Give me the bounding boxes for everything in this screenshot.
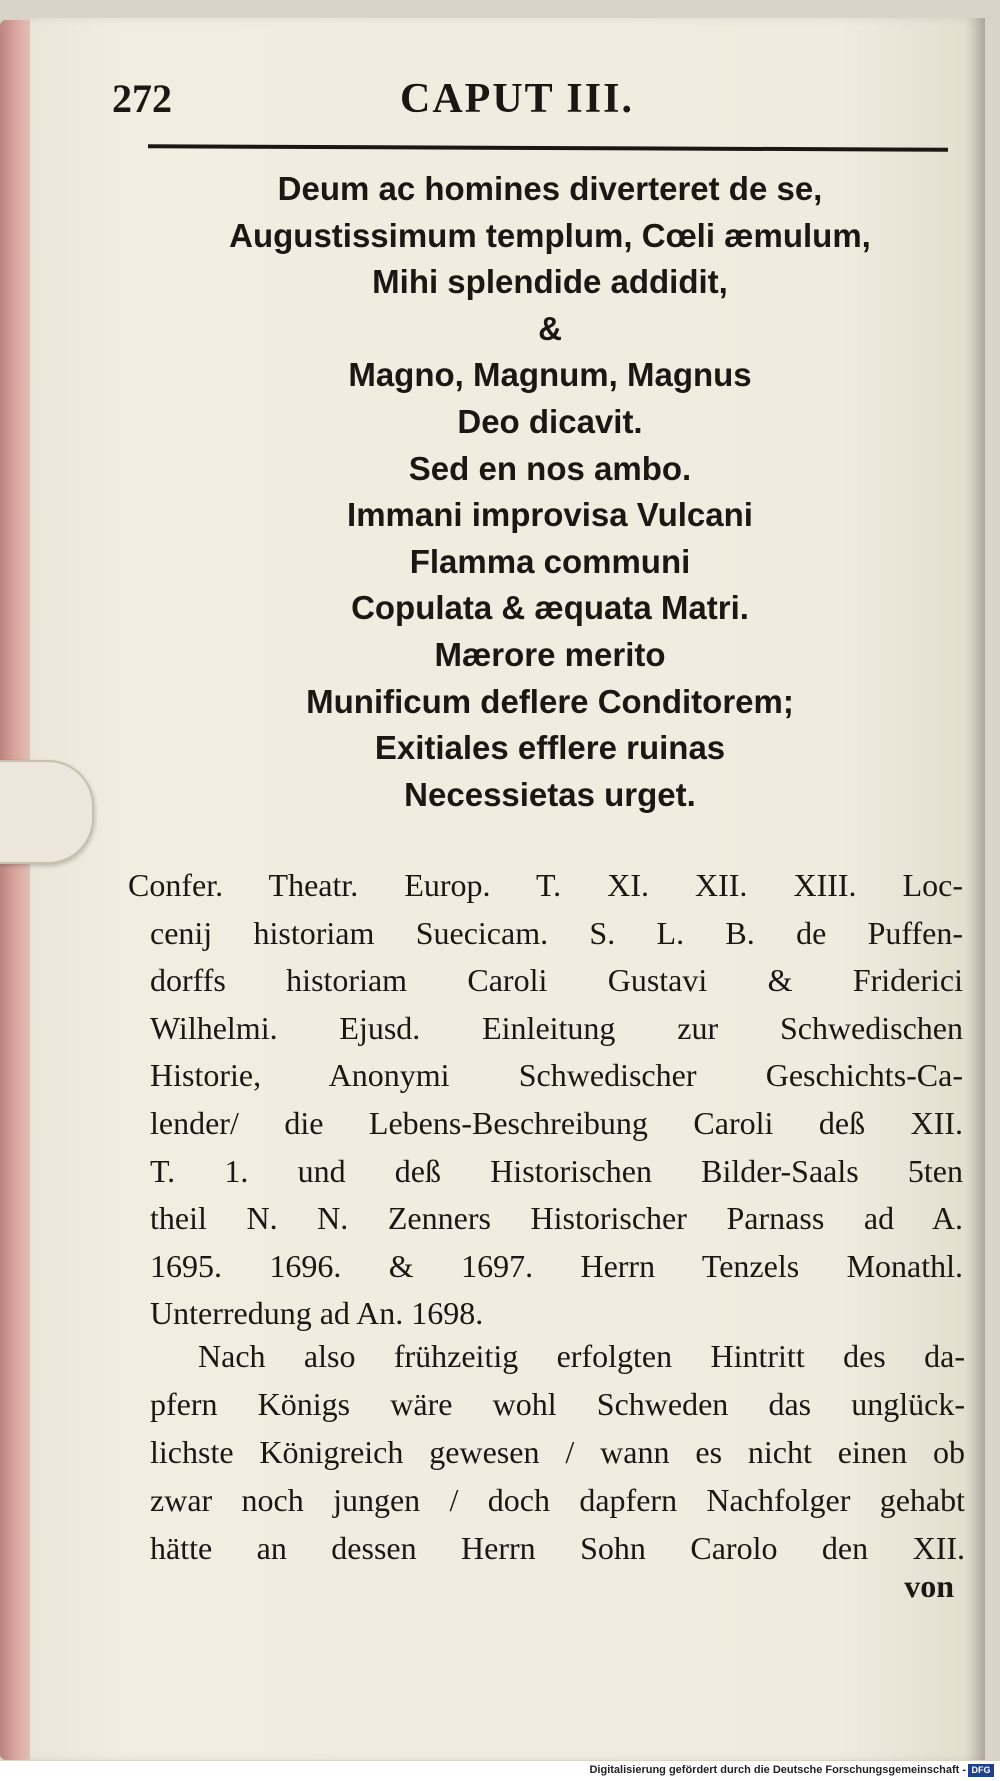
- catchword: von: [904, 1568, 954, 1604]
- binding-shadow: [965, 18, 985, 1760]
- inscription-line: Sed en nos ambo.: [408, 449, 692, 487]
- inscription-line: Necessietas urget.: [404, 775, 696, 813]
- dfg-logo: DFG: [968, 1764, 994, 1777]
- inscription-line: Immani improvisa Vulcani: [347, 496, 753, 534]
- sources-line: Confer. Theatr. Europ. T. XI. XII. XIII. Loc-: [128, 867, 963, 903]
- body-line: Nach also frühzeitig erfolgten Hintritt des da-: [198, 1338, 965, 1374]
- sources-line: Unterredung ad An. 1698.: [150, 1295, 484, 1332]
- sources-line: theil N. N. Zenners Historischer Parnass ad A.: [150, 1200, 963, 1237]
- inscription-line: Augustissimum templum, Cœli æmulum,: [229, 216, 871, 254]
- inscription-line: Mærore merito: [434, 635, 666, 673]
- running-title: CAPUT III.: [400, 76, 634, 122]
- sources-note: [128, 862, 963, 1338]
- inscription-block: [150, 166, 950, 818]
- body-line: hätte an dessen Herrn Sohn Carolo den XII.: [150, 1530, 965, 1566]
- inscription-line: Copulata & æquata Matri.: [351, 589, 749, 627]
- sources-line: Wilhelmi. Ejusd. Einleitung zur Schwedischen: [150, 1009, 963, 1046]
- book-fore-edge: [0, 20, 34, 1760]
- inscription-line: Deo dicavit.: [457, 402, 643, 440]
- inscription-line: &: [538, 309, 562, 347]
- inscription-line: Flamma communi: [409, 542, 691, 580]
- bookmark-tab: [0, 760, 94, 864]
- page-number: 272: [112, 76, 172, 121]
- sources-line: lender/ die Lebens-Beschreibung Caroli deß XII.: [150, 1104, 963, 1141]
- sources-line: cenij historiam Suecicam. S. L. B. de Puffen-: [150, 914, 963, 951]
- funding-credit: Digitalisierung gefördert durch die Deutsche Forschungsgemeinschaft -: [589, 1764, 966, 1776]
- inscription-line: Mihi splendide addidit,: [372, 263, 728, 301]
- body-paragraph: [150, 1332, 965, 1572]
- body-line: zwar noch jungen / doch dapfern Nachfolger gehabt: [150, 1482, 965, 1518]
- inscription-line: Munificum deflere Conditorem;: [306, 682, 794, 720]
- body-line: lichste Königreich gewesen / wann es nicht einen ob: [150, 1434, 965, 1470]
- sources-line: T. 1. und deß Historischen Bilder-Saals 5ten: [150, 1152, 963, 1189]
- inscription-line: Exitiales efflere ruinas: [374, 729, 726, 767]
- inscription-line: Magno, Magnum, Magnus: [348, 356, 752, 394]
- body-line: pfern Königs wäre wohl Schweden das unglück-: [150, 1386, 965, 1422]
- inscription-line: Deum ac homines diverteret de se,: [277, 170, 823, 207]
- sources-line: 1695. 1696. & 1697. Herrn Tenzels Monathl.: [150, 1247, 963, 1284]
- sources-line: Historie, Anonymi Schwedischer Geschichts-Ca-: [150, 1057, 963, 1094]
- sources-line: dorffs historiam Caroli Gustavi & Friderici: [150, 962, 963, 999]
